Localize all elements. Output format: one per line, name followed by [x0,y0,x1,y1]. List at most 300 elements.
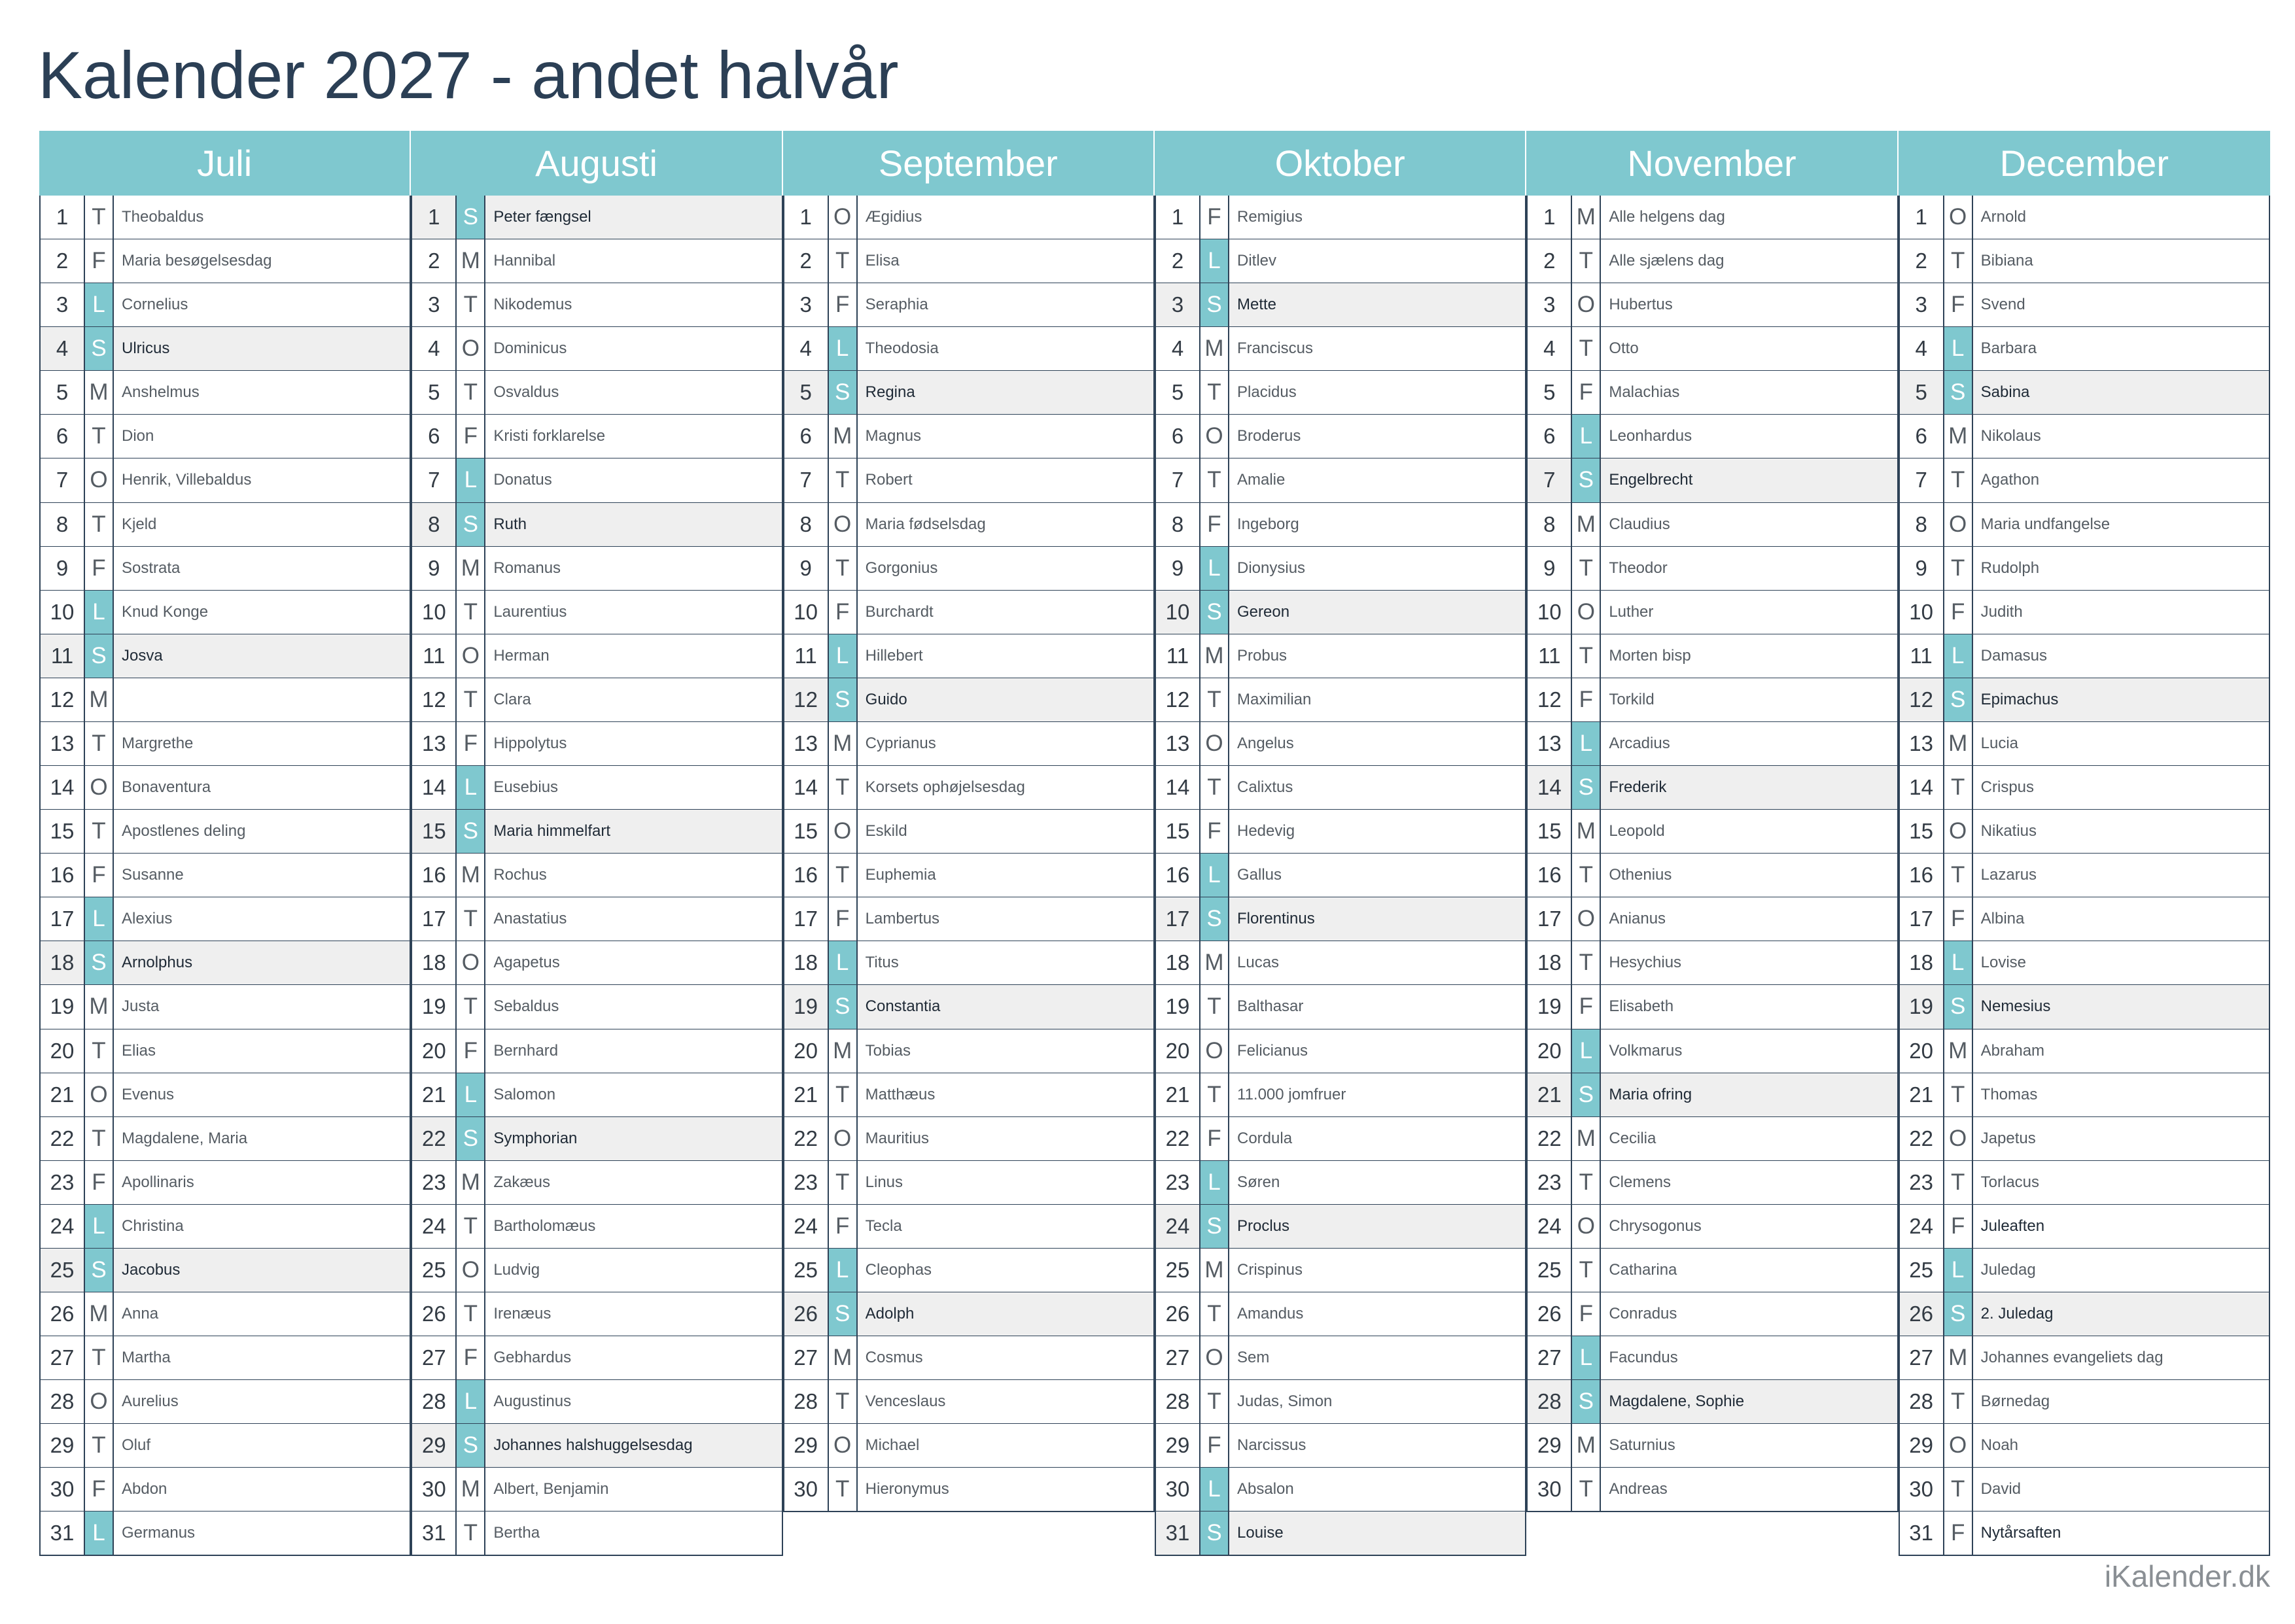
day-number: 18 [1165,950,1190,975]
day-row [783,503,1155,547]
name-day: Claudius [1609,515,1670,533]
day-number: 10 [421,599,446,624]
weekday-letter: S [84,327,114,370]
weekday-letter: L [455,458,485,502]
weekday-letter: T [1571,1161,1601,1204]
name-day: Juledag [1980,1260,2036,1279]
name-day: Remigius [1237,208,1303,226]
day-row [1899,1292,2270,1337]
weekday-letter: M [1571,196,1601,239]
day-number: 30 [794,1477,818,1502]
day-number: 15 [1909,819,1934,844]
weekday-letter: F [828,283,858,326]
day-number: 13 [421,731,446,755]
day-row [1155,1336,1526,1381]
day-row [1899,458,2270,503]
day-row [1526,1424,1898,1468]
weekday-letter: L [1199,854,1229,897]
day-row [1155,239,1526,284]
name-day: Mette [1237,296,1277,314]
day-row [411,1249,782,1293]
weekday-letter: L [1199,547,1229,590]
day-number: 9 [1543,555,1556,580]
day-number: 20 [1537,1038,1562,1063]
name-day: Crispus [1980,778,2035,797]
day-number: 24 [794,1213,818,1238]
name-day: Søren [1237,1173,1280,1191]
weekday-letter: L [1199,1161,1229,1204]
month-header: December [1899,131,2270,196]
day-row [1155,897,1526,942]
name-day: Germanus [122,1524,196,1542]
name-day: Japetus [1980,1129,2036,1147]
day-row [39,1205,411,1249]
day-number: 28 [1537,1389,1562,1414]
name-day: Albert, Benjamin [493,1480,609,1498]
day-number: 29 [1909,1433,1934,1458]
day-row [1155,678,1526,723]
name-day: Sostrata [122,559,181,577]
day-row [1155,1380,1526,1425]
name-day: Clemens [1609,1173,1672,1191]
weekday-letter: F [84,1468,114,1511]
weekday-letter: L [84,1205,114,1248]
day-number: 12 [421,687,446,712]
weekday-letter: F [455,415,485,458]
day-number: 15 [1537,819,1562,844]
day-row [783,854,1155,898]
day-row [783,985,1155,1029]
day-row [1526,941,1898,986]
day-number: 17 [1537,907,1562,931]
name-day: Josva [122,646,163,665]
name-day: Leopold [1609,822,1665,840]
day-number: 15 [421,819,446,844]
weekday-letter: L [1943,941,1973,984]
name-day: Bartholomæus [493,1217,596,1235]
weekday-letter: F [84,1161,114,1204]
name-day: Judith [1980,602,2023,621]
day-number: 15 [1165,819,1190,844]
day-number: 27 [1165,1345,1190,1370]
weekday-letter: S [1943,1292,1973,1336]
name-day: Nikolaus [1980,427,2041,445]
day-number: 21 [1909,1082,1934,1107]
name-day: Amandus [1237,1305,1304,1322]
day-number: 12 [50,687,75,712]
day-number: 26 [421,1302,446,1326]
weekday-letter: T [1943,547,1973,590]
weekday-letter: T [828,239,858,283]
weekday-letter: T [1571,1249,1601,1292]
weekday-letter: F [455,1336,485,1379]
name-day: Eskild [865,822,907,840]
day-number: 24 [1909,1213,1934,1238]
weekday-letter: O [84,766,114,809]
day-row [1526,591,1898,635]
weekday-letter: M [828,1029,858,1073]
day-number: 10 [1909,599,1934,624]
day-row [1155,1117,1526,1162]
day-row [783,634,1155,679]
day-number: 28 [794,1389,818,1414]
weekday-letter: T [828,1161,858,1204]
name-day: Magnus [865,427,922,445]
name-day: Tobias [865,1041,911,1060]
name-day: Kjeld [122,515,157,533]
day-row [1899,1249,2270,1293]
day-row [411,678,782,723]
day-row [1899,722,2270,767]
name-day: Placidus [1237,383,1297,402]
weekday-letter: M [455,854,485,897]
name-day: Martha [122,1349,171,1367]
name-day: Hieronymus [865,1480,949,1498]
day-row [783,1380,1155,1425]
day-row [1526,897,1898,942]
weekday-letter: T [1571,634,1601,678]
name-day: Dominicus [493,339,567,358]
weekday-letter: S [828,1292,858,1336]
name-day: Herman [493,646,550,665]
weekday-letter: F [84,239,114,283]
weekday-letter: L [1571,415,1601,458]
month-column-september [783,131,1155,1559]
day-number: 6 [1915,424,1927,449]
day-number: 30 [421,1477,446,1502]
name-day: Hedevig [1237,822,1295,840]
weekday-letter: O [1943,1424,1973,1467]
name-day: Linus [865,1173,903,1191]
weekday-letter: F [1571,985,1601,1028]
day-row [1526,1292,1898,1337]
day-number: 5 [1915,380,1927,405]
name-day: Engelbrecht [1609,471,1693,489]
weekday-letter: M [828,1336,858,1379]
day-number: 28 [1165,1389,1190,1414]
name-day: Eusebius [493,778,559,797]
day-number: 5 [428,380,440,405]
name-day: Anshelmus [122,383,200,402]
day-row [1526,634,1898,679]
name-day: Facundus [1609,1349,1678,1367]
day-row [1155,327,1526,371]
name-day: Cleophas [865,1260,932,1279]
weekday-letter: T [1571,239,1601,283]
weekday-letter: T [1199,678,1229,721]
weekday-letter: M [1199,941,1229,984]
weekday-letter: F [1571,678,1601,721]
month-column-oktober [1155,131,1526,1559]
day-number: 18 [794,950,818,975]
day-row [1899,1336,2270,1381]
day-number: 5 [56,380,69,405]
name-day: Ulricus [122,339,170,358]
day-row [1899,810,2270,854]
name-day: Dion [122,427,154,445]
name-day: Volkmarus [1609,1041,1683,1060]
weekday-letter: T [828,547,858,590]
day-row [39,722,411,767]
weekday-letter: S [828,985,858,1028]
day-row [1899,897,2270,942]
day-number: 23 [794,1169,818,1194]
weekday-letter: M [828,722,858,765]
day-row [39,327,411,371]
day-row [1526,1336,1898,1381]
name-day: 2. Juledag [1980,1305,2054,1322]
weekday-letter: T [1199,1380,1229,1423]
day-row [411,1161,782,1205]
name-day: Elisabeth [1609,997,1674,1016]
weekday-letter: T [84,722,114,765]
day-number: 1 [799,205,812,229]
day-number: 22 [794,1126,818,1150]
weekday-letter: F [1571,1292,1601,1336]
day-row [783,722,1155,767]
day-row [1526,415,1898,459]
day-number: 19 [421,994,446,1019]
name-day: Nikodemus [493,296,572,314]
weekday-letter: M [1943,1029,1973,1073]
day-row [411,722,782,767]
day-number: 23 [1909,1169,1934,1194]
day-row [39,1161,411,1205]
name-day: Felicianus [1237,1041,1308,1060]
weekday-letter: T [84,415,114,458]
weekday-letter: F [1943,1205,1973,1248]
day-row [39,371,411,415]
day-row [1526,239,1898,284]
day-number: 4 [799,336,812,361]
day-number: 20 [421,1038,446,1063]
day-number: 11 [1538,643,1561,668]
name-day: Henrik, Villebaldus [122,471,252,489]
calendar-grid [39,131,2270,1559]
day-number: 2 [1543,249,1556,273]
day-row [783,1073,1155,1118]
day-row [411,239,782,284]
weekday-letter: S [828,678,858,721]
name-day: Oluf [122,1436,151,1455]
day-number: 20 [50,1038,75,1063]
weekday-letter: F [1199,1117,1229,1160]
day-row [1526,1205,1898,1249]
day-number: 30 [1165,1477,1190,1502]
name-day: Hannibal [493,252,556,270]
day-row [411,327,782,371]
name-day: Michael [865,1436,920,1455]
name-day: Laurentius [493,602,567,621]
day-row [1899,1468,2270,1512]
name-day: Andreas [1609,1480,1668,1498]
weekday-letter: T [84,1029,114,1073]
day-row [39,458,411,503]
day-number: 27 [50,1345,75,1370]
day-row [39,1249,411,1293]
name-day: Albina [1980,910,2025,928]
day-number: 3 [1171,292,1184,317]
day-row [39,1512,411,1556]
weekday-letter: L [455,1073,485,1116]
day-row [1899,1512,2270,1556]
name-day: Malachias [1609,383,1680,402]
name-day: Judas, Simon [1237,1392,1333,1411]
weekday-letter: M [455,1161,485,1204]
weekday-letter: O [84,1380,114,1423]
name-day: Gereon [1237,602,1290,621]
name-day: Cordula [1237,1129,1293,1147]
name-day: Amalie [1237,471,1286,489]
day-row [783,371,1155,415]
day-row [1155,1292,1526,1337]
day-number: 9 [1915,555,1927,580]
weekday-letter: S [828,371,858,414]
name-day: Alle helgens dag [1609,208,1725,226]
name-day: Venceslaus [865,1392,946,1411]
weekday-letter: M [1199,327,1229,370]
day-number: 21 [1537,1082,1562,1107]
weekday-letter: S [1199,897,1229,941]
weekday-letter: T [828,1468,858,1511]
day-number: 2 [799,249,812,273]
weekday-letter: F [84,854,114,897]
name-day: Maria ofring [1609,1085,1692,1103]
day-number: 29 [794,1433,818,1458]
day-number: 4 [56,336,69,361]
day-number: 10 [50,599,75,624]
name-day: Angelus [1237,734,1294,752]
weekday-letter: S [455,1424,485,1467]
day-number: 26 [1165,1302,1190,1326]
month-header: Juli [39,131,411,196]
weekday-letter: S [455,196,485,239]
day-number: 25 [1165,1257,1190,1282]
day-number: 27 [1909,1345,1934,1370]
weekday-letter: M [455,239,485,283]
day-row [783,1161,1155,1205]
day-row [1155,503,1526,547]
weekday-letter: T [828,1073,858,1116]
day-row [411,1336,782,1381]
weekday-letter: O [455,634,485,678]
day-row [783,1468,1155,1512]
name-day: Matthæus [865,1085,936,1103]
weekday-letter: F [455,1029,485,1073]
day-row [1526,283,1898,328]
day-row [1899,854,2270,898]
day-row [39,1292,411,1337]
day-number: 29 [1165,1433,1190,1458]
weekday-letter: O [828,810,858,853]
day-number: 29 [50,1433,75,1458]
day-row [39,283,411,328]
name-day: Ludvig [493,1260,540,1279]
day-number: 9 [1171,555,1184,580]
weekday-letter: M [1943,1336,1973,1379]
name-day: Seraphia [865,296,928,314]
day-number: 9 [799,555,812,580]
weekday-letter: O [1943,810,1973,853]
day-number: 8 [1543,511,1556,536]
day-row [411,1117,782,1162]
name-day: Maria besøgelsesdag [122,252,272,270]
day-row [1526,1073,1898,1118]
weekday-letter: S [455,1117,485,1160]
name-day: Balthasar [1237,997,1304,1016]
day-row [1899,1029,2270,1074]
day-row [39,854,411,898]
name-day: Elias [122,1041,156,1060]
day-row [783,1336,1155,1381]
day-number: 17 [794,907,818,931]
weekday-letter: O [455,941,485,984]
name-day: Abraham [1980,1041,2045,1060]
day-number: 3 [1543,292,1556,317]
weekday-letter: O [1199,722,1229,765]
day-number: 7 [1915,468,1927,492]
weekday-letter: T [1571,1468,1601,1511]
day-row [411,283,782,328]
weekday-letter: L [828,941,858,984]
day-number: 31 [50,1521,75,1546]
day-row [411,458,782,503]
name-day: Titus [865,954,899,972]
name-day: Romanus [493,559,561,577]
day-number: 12 [794,687,818,712]
weekday-letter: M [828,415,858,458]
day-number: 9 [428,555,440,580]
day-number: 12 [1909,687,1934,712]
day-row [39,941,411,986]
day-number: 7 [799,468,812,492]
weekday-letter: T [1943,766,1973,809]
weekday-letter: T [1943,458,1973,502]
day-number: 26 [50,1302,75,1326]
day-number: 23 [421,1169,446,1194]
day-row [783,196,1155,240]
day-row [411,897,782,942]
name-day: Lazarus [1980,866,2037,884]
name-day: Augustinus [493,1392,572,1411]
name-day: Johannes halshuggelsesdag [493,1436,693,1455]
day-row [1899,1117,2270,1162]
name-day: Otto [1609,339,1639,358]
name-day: Noah [1980,1436,2019,1455]
weekday-letter: T [455,283,485,326]
day-number: 6 [1171,424,1184,449]
weekday-letter: F [84,547,114,590]
weekday-letter: O [1571,283,1601,326]
name-day: Cecilia [1609,1129,1656,1147]
day-number: 8 [799,511,812,536]
weekday-letter: S [1943,985,1973,1028]
day-row [411,591,782,635]
day-number: 11 [1166,643,1189,668]
name-day: Guido [865,690,907,708]
name-day: Theodor [1609,559,1668,577]
weekday-letter: T [1571,854,1601,897]
name-day: Burchardt [865,602,934,621]
name-day: Hesychius [1609,954,1682,972]
name-day: Hillebert [865,646,923,665]
day-number: 20 [1909,1038,1934,1063]
name-day: Euphemia [865,866,936,884]
weekday-letter: L [84,1512,114,1555]
day-number: 27 [794,1345,818,1370]
name-day: Conradus [1609,1305,1677,1322]
day-row [39,634,411,679]
